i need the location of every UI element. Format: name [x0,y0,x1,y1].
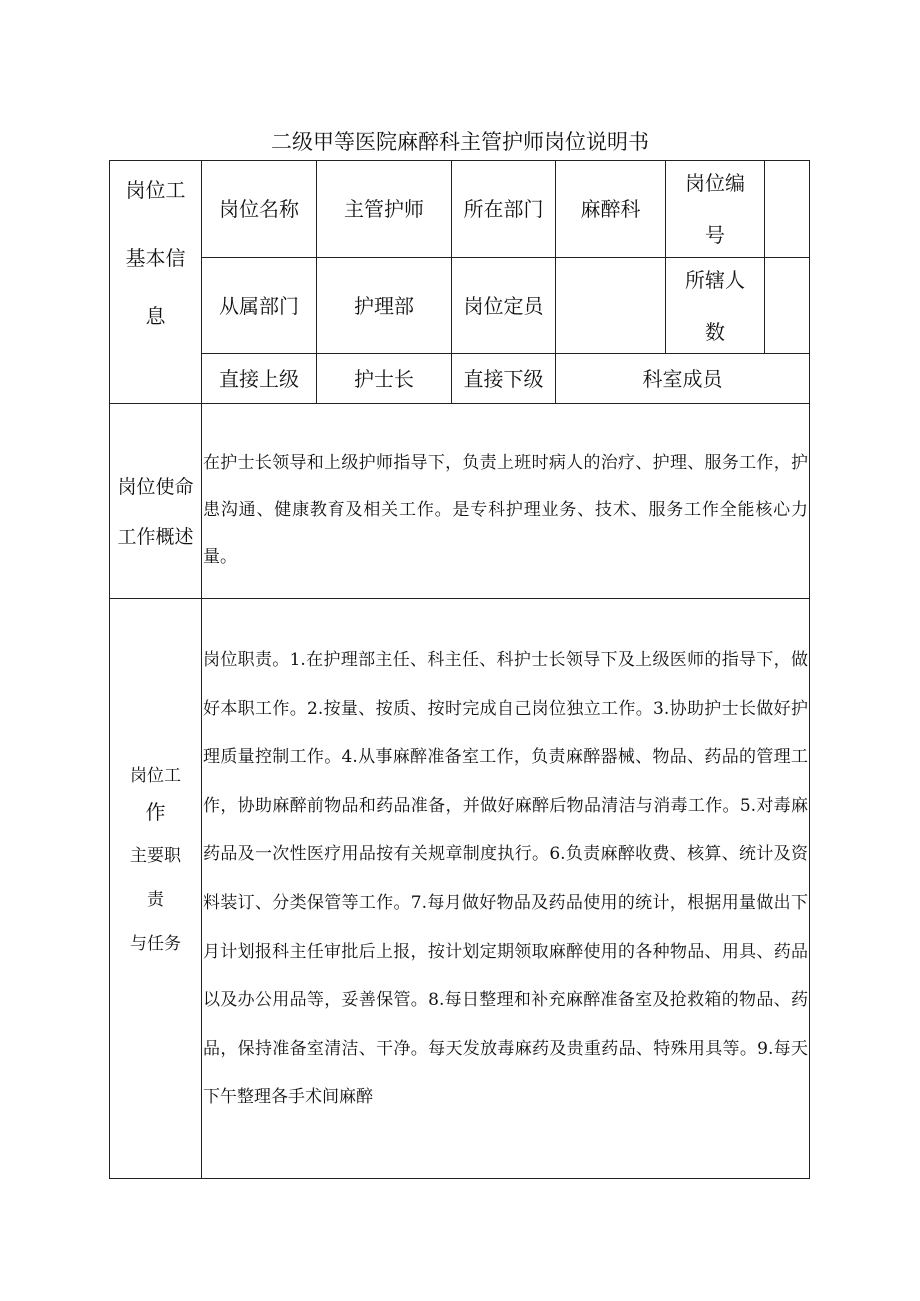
label-department: 所在部门 [463,197,544,221]
label-direct-superior: 直接上级 [219,366,299,391]
value-direct-superior: 护士长 [354,366,414,391]
duties-label-line: 岗位工 [130,766,181,786]
label-affiliated-dept: 从属部门 [219,293,299,318]
value-position-name: 主管护师 [344,197,424,221]
subordinate-count-line: 所辖人 [685,267,745,292]
value-direct-subordinate: 科室成员 [642,366,723,391]
duties-label-line: 作 [145,800,166,824]
mission-label-line: 工作概述 [117,526,194,548]
basic-info-section-label [110,164,201,398]
value-subordinate-count [765,258,809,353]
mission-label-line: 岗位使命 [117,476,194,498]
duties-label-line: 责 [147,890,164,910]
mission-label [110,462,201,562]
basic-info-label-line: 基本信 [125,246,186,270]
mission-text: 在护士长领导和上级护师指导下，负责上班时病人的治疗、护理、服务工作，护患沟通、健康教育及相关工作。是专科护理业务、技术、服务工作全能核心力量。 [203,453,808,567]
label-subordinate-count [666,258,764,353]
duties-label [110,758,201,962]
label-position-number [666,161,764,257]
subordinate-count-line: 数 [705,319,725,344]
basic-info-label-line: 岗位工 [125,178,186,202]
document-title: 二级甲等医院麻醉科主管护师岗位说明书 [271,130,649,154]
value-position-number [765,161,809,257]
position-number-line: 号 [705,223,725,247]
label-direct-subordinate: 直接下级 [463,366,544,391]
label-staffing: 岗位定员 [463,293,544,318]
value-staffing [556,258,665,353]
duties-label-line: 主要职 [130,846,181,866]
position-number-line: 岗位编 [685,171,745,195]
value-affiliated-dept: 护理部 [354,293,414,318]
label-position-name: 岗位名称 [219,197,299,221]
value-department: 麻醉科 [580,197,641,221]
duties-text: 岗位职责。1.在护理部主任、科主任、科护士长领导下及上级医师的指导下，做好本职工作。2.按量、按质、按时完成自己岗位独立工作。3.协助护士长做好护理质量控制工作。4.从事麻醉准备室工作，负责麻醉器械、物品、药品的管理工作，协助麻醉前物品和药品准备，并做好麻醉后物品清洁与消毒工作。5.对毒麻药品及一次性医疗用品按有关规章制度执行。6.负责麻醉收费、核算、统计及资料装订、分类保管等工作。7.每月做好物品及药品使用的统计，根据用量做出下月计划报科主任审批后上报，按计划定期领取麻醉使用的各种物品、用具、药品以及办公用品等，妥善保管。8.每日整理和补充麻醉准备室及抢救箱的物品、药品，保持准备室清洁、干净。每天发放毒麻药及贵重药品、特殊用具等。9.每天下午整理各手术间麻醉 [203,650,808,1108]
basic-info-label-line: 息 [145,304,166,328]
duties-label-line: 与任务 [130,934,181,954]
